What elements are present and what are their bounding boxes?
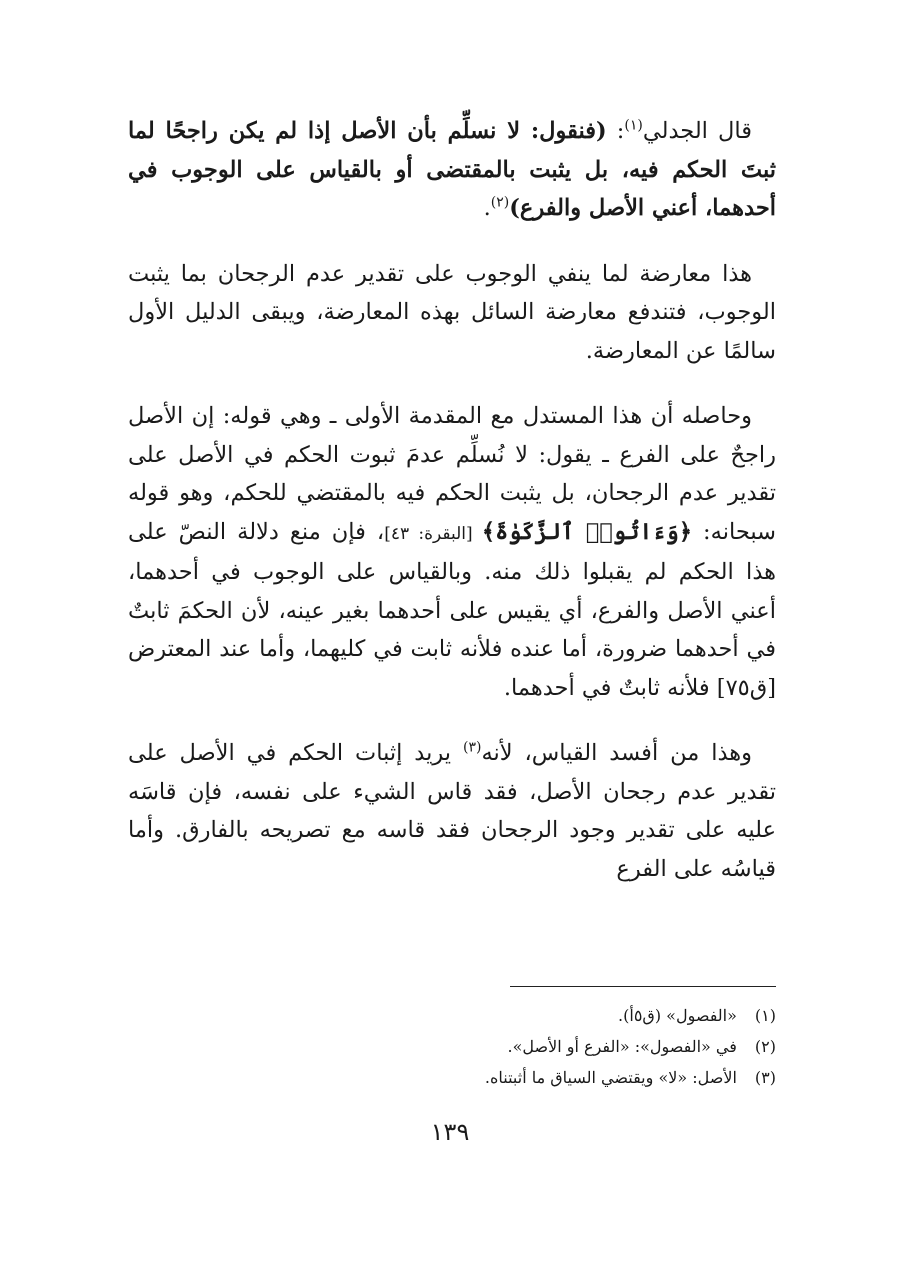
quran-reference: [البقرة: ٤٣] bbox=[384, 523, 482, 544]
paragraph-1-colon: : bbox=[606, 118, 625, 144]
paragraph-3 bbox=[128, 397, 776, 707]
paragraph-1-end: . bbox=[483, 195, 491, 221]
footnote-text: الأصل: «لا» ويقتضي السياق ما أثبتناه. bbox=[484, 1068, 737, 1087]
footnote-ref-2[interactable]: (٢) bbox=[490, 194, 510, 211]
quran-verse: ﴿وَءَاتُوا۟ ٱلزَّكَوٰةَ﴾ bbox=[481, 518, 693, 545]
paragraph-1-quote: (فنقول: لا نسلِّم بأن الأصل إذا لم يكن راجحًا لما ثبتَ الحكم فيه، بل يثبت بالمقتضى أو بالقياس على الوجوب في أحدهما، أعني الأصل والفرع) bbox=[128, 118, 776, 221]
paragraph-4-text-a: وهذا من أفسد القياس، لأنه bbox=[481, 740, 752, 766]
paragraph-3-text-b: ، فإن منع دلالة النصّ على هذا الحكم لم يقبلوا ذلك منه. وبالقياس على الوجوب في أحدهما، أعني الأصل والفرع، أي يقيس على أحدهما بغير عينه، لأن الحكمَ ثابتٌ في أحدهما ضرورة، أما عنده فلأنه ثابت في كليهما، وأما عند المعترض [ق٧٥] فلأنه ثابتٌ في أحدهما. bbox=[128, 518, 776, 701]
footnote-number: (٣) bbox=[754, 1068, 776, 1087]
main-text bbox=[128, 112, 776, 915]
footnote-ref-3[interactable]: (٣) bbox=[462, 739, 482, 756]
footnote-text: «الفصول» (ق٥أ). bbox=[618, 1006, 737, 1025]
footnote-3 bbox=[128, 1062, 776, 1093]
footnotes bbox=[128, 1000, 776, 1093]
footnote-number: (١) bbox=[754, 1006, 776, 1025]
footnote-1 bbox=[128, 1000, 776, 1031]
footnote-divider bbox=[510, 986, 776, 987]
footnote-number: (٢) bbox=[754, 1037, 776, 1056]
footnote-2 bbox=[128, 1031, 776, 1062]
paragraph-1-lead: قال الجدلي bbox=[642, 118, 752, 144]
footnote-text: في «الفصول»: «الفرع أو الأصل». bbox=[507, 1037, 737, 1056]
paragraph-3-text-a: وحاصله أن هذا المستدل مع المقدمة الأولى ـ وهي قوله: إن الأصل راجحٌ على الفرع ـ يقول: لا نُسلِّم عدمَ ثبوت الحكم في الأصل على تقدير عدم الرجحان، بل يثبت الحكم فيه بالمقتضي للحكم، وهو قوله سبحانه: bbox=[128, 403, 776, 545]
paragraph-2 bbox=[128, 255, 776, 371]
paragraph-4 bbox=[128, 734, 776, 888]
footnote-ref-1[interactable]: (١) bbox=[624, 117, 643, 134]
paragraph-4-text-b: يريد إثبات الحكم في الأصل على تقدير عدم رجحان الأصل، فقد قاس الشيء على نفسه، فإن قاسَه عليه على تقدير وجود الرجحان فقد قاسه مع تصريحه بالفارق. وأما قياسُه على الفرع bbox=[128, 740, 776, 882]
paragraph-1 bbox=[128, 112, 776, 228]
paragraph-2-text: هذا معارضة لما ينفي الوجوب على تقدير عدم الرجحان بما يثبت الوجوب، فتندفع معارضة السائل بهذه المعارضة، ويبقى الدليل الأول سالمًا عن المعارضة. bbox=[128, 260, 776, 364]
page-number: ١٣٩ bbox=[430, 1118, 470, 1146]
